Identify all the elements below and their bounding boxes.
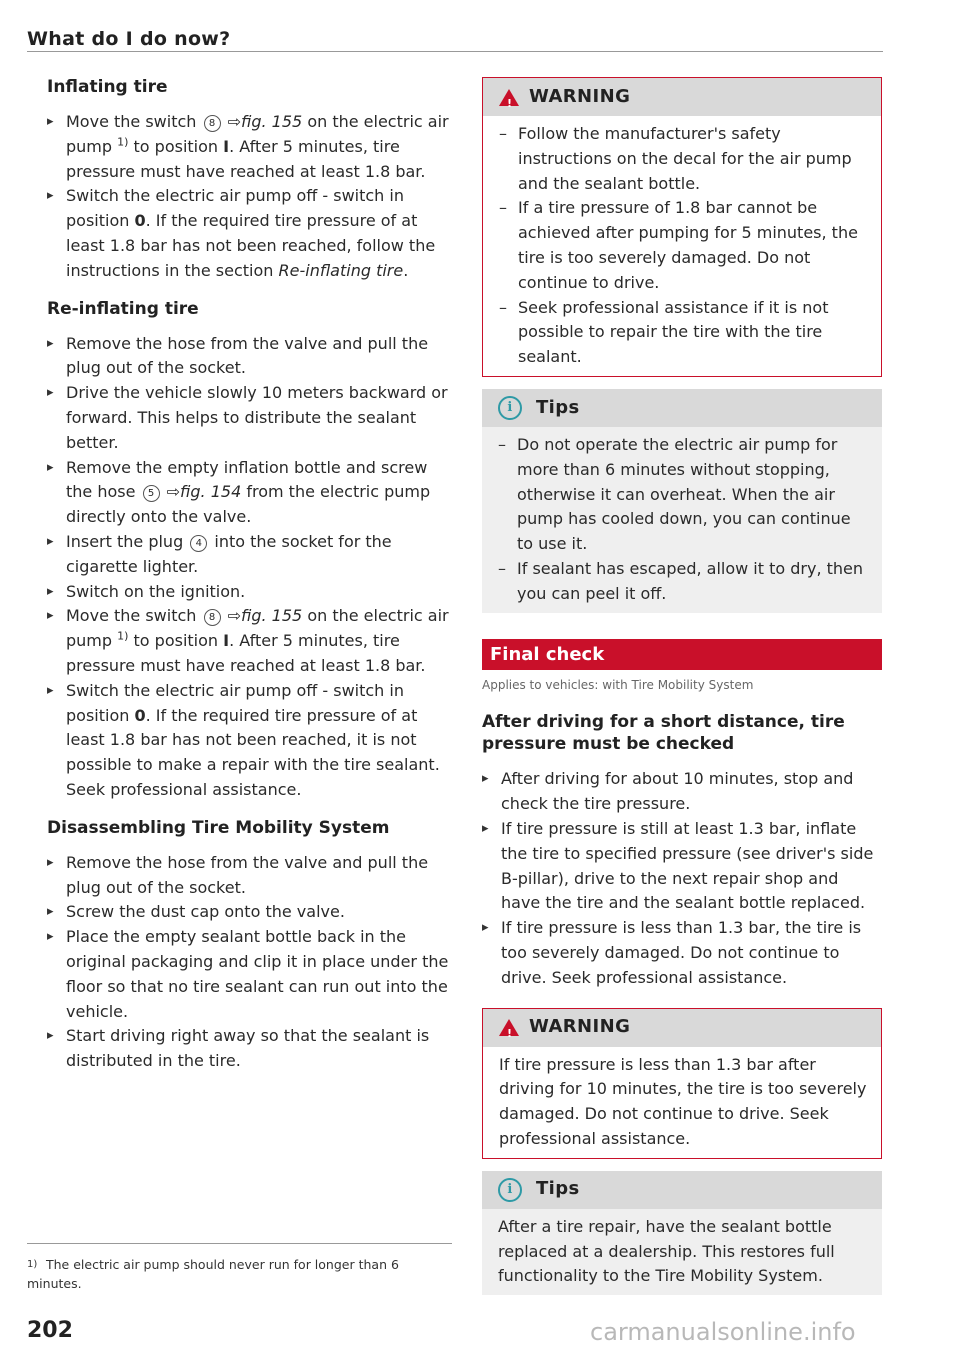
step-item: ▸ Remove the hose from the valve and pull the plug out of the socket. (47, 851, 452, 901)
tips-header (482, 389, 882, 427)
warning-header (483, 1009, 881, 1047)
arrow-icon: ⇨ (227, 112, 242, 131)
step-item: ▸ Remove the empty inflation bottle and screw the hose 5 ⇨fig. 154 from the electric pump directly onto the valve. (47, 456, 452, 530)
arrow-icon: ⇨ (227, 606, 242, 626)
step-item: ▸ Insert the plug 4 into the socket for the cigarette lighter. (47, 530, 452, 580)
header-divider (27, 51, 883, 52)
reinflating-steps (47, 332, 452, 803)
warning-item: – If a tire pressure of 1.8 bar cannot be achieved after pumping for 5 minutes, the tire is too severely damaged. Do not continue to drive. (499, 196, 867, 295)
step-item: ▸ Switch on the ignition. (47, 580, 452, 605)
page-header-title: What do I do now? (27, 28, 231, 50)
step-item: ▸ Move the switch 8 ⇨fig. 155 on the electric air pump $^{1)}$ to position I. After 5 minutes, tire pressure must have reached at least 1.8 bar. (47, 604, 452, 678)
step-item: ▸ After driving for about 10 minutes, stop and check the tire pressure. (482, 767, 882, 817)
callout-badge: 8 (204, 609, 221, 626)
page-number: 202 (27, 1318, 73, 1343)
warning-triangle-icon: ! (499, 1019, 519, 1036)
figure-reference[interactable]: fig. 155 (241, 112, 303, 131)
inflating-steps (47, 110, 452, 284)
right-column (482, 77, 882, 1295)
section-heading-reinflating-tire: Re-inflating tire (47, 298, 199, 319)
callout-badge: 5 (143, 485, 160, 502)
warning-box (482, 1008, 882, 1159)
watermark: carmanualsonline.info (590, 1318, 856, 1346)
warning-text: If tire pressure is less than 1.3 bar after driving for 10 minutes, the tire is too severely damaged. Do not continue to drive. Seek professional assistance. (499, 1054, 867, 1148)
applies-to-note: Applies to vehicles: with Tire Mobility System (482, 677, 754, 692)
figure-reference[interactable]: fig. 155 (241, 606, 303, 626)
tip-item: – If sealant has escaped, allow it to dry, then you can peel it off. (498, 557, 868, 607)
step-item: ▸ Drive the vehicle slowly 10 meters backward or forward. This helps to distribute the sealant better. (47, 381, 452, 455)
tips-header (482, 1171, 882, 1209)
section-reference[interactable]: Re-inflating tire (278, 260, 404, 280)
step-item: ▸ Move the switch 8 ⇨fig. 155 on the electric air pump $^{1)}$ to position I. After 5 minutes, tire pressure must have reached at least 1.8 bar. (47, 110, 452, 184)
section-title-bar: Final check (482, 639, 882, 670)
step-item: ▸ Start driving right away so that the sealant is distributed in the tire. (47, 1024, 452, 1074)
step-item: ▸ Switch the electric air pump off - switch in position 0. If the required tire pressure of at least 1.8 bar has not been reached, it is not possible to make a repair with the tire sealant. Seek professional assistance. (47, 679, 452, 803)
arrow-icon: ⇨ (166, 482, 181, 502)
final-check-steps (482, 767, 882, 990)
callout-badge: 8 (204, 115, 221, 132)
footnote (27, 1255, 452, 1293)
warning-item: – Follow the manufacturer's safety instructions on the decal for the air pump and the sealant bottle. (499, 122, 867, 196)
tips-box (482, 389, 882, 613)
footnote-divider (27, 1243, 452, 1244)
warning-header (483, 78, 881, 116)
warning-title: WARNING (529, 1016, 631, 1038)
step-item: ▸ Screw the dust cap onto the valve. (47, 900, 452, 925)
step-item: ▸ If tire pressure is less than 1.3 bar, the tire is too severely damaged. Do not continue to drive. Seek professional assistance. (482, 916, 882, 990)
section-heading-inflating-tire: Inflating tire (47, 77, 168, 97)
warning-item: – Seek professional assistance if it is not possible to repair the tire with the tire sealant. (499, 296, 867, 370)
section-heading-disassembling: Disassembling Tire Mobility System (47, 817, 390, 838)
warning-box (482, 77, 882, 377)
step-item: ▸ Place the empty sealant bottle back in the original packaging and clip it in place under the floor so that no tire sealant can run out into the vehicle. (47, 925, 452, 1024)
tips-box (482, 1171, 882, 1295)
step-item: ▸ Remove the hose from the valve and pull the plug out of the socket. (47, 332, 452, 382)
warning-triangle-icon: ! (499, 89, 519, 106)
callout-badge: 4 (190, 535, 207, 552)
footnote-marker[interactable]: 1) (117, 629, 129, 643)
info-icon: i (498, 396, 522, 420)
subsection-heading: After driving for a short distance, tire pressure must be checked (482, 712, 845, 755)
figure-reference[interactable]: fig. 154 (180, 482, 242, 502)
footnote-mark: 1) (27, 1259, 38, 1270)
footnote-marker[interactable]: 1) (117, 135, 129, 149)
disassembling-steps (47, 851, 452, 1074)
info-icon: i (498, 1178, 522, 1202)
tips-title: Tips (536, 396, 580, 418)
warning-title: WARNING (529, 85, 631, 107)
tip-item: – Do not operate the electric air pump for more than 6 minutes without stopping, otherwise it can overheat. When the air pump has cooled down, you can continue to use it. (498, 433, 868, 557)
tip-text: After a tire repair, have the sealant bottle replaced at a dealership. This restores full functionality to the Tire Mobility System. (498, 1216, 835, 1286)
left-column (47, 76, 452, 1074)
tips-title: Tips (536, 1178, 580, 1200)
step-item: ▸ Switch the electric air pump off - switch in position 0. If the required tire pressure of at least 1.8 bar has not been reached, follow the instructions in the section Re-inflating tire. (47, 184, 452, 283)
footnote-text: The electric air pump should never run for longer than 6 minutes. (27, 1257, 399, 1291)
step-item: ▸ If tire pressure is still at least 1.3 bar, inflate the tire to specified pressure (see driver's side B-pillar), drive to the next repair shop and have the tire and the sealant bottle replaced. (482, 817, 882, 916)
